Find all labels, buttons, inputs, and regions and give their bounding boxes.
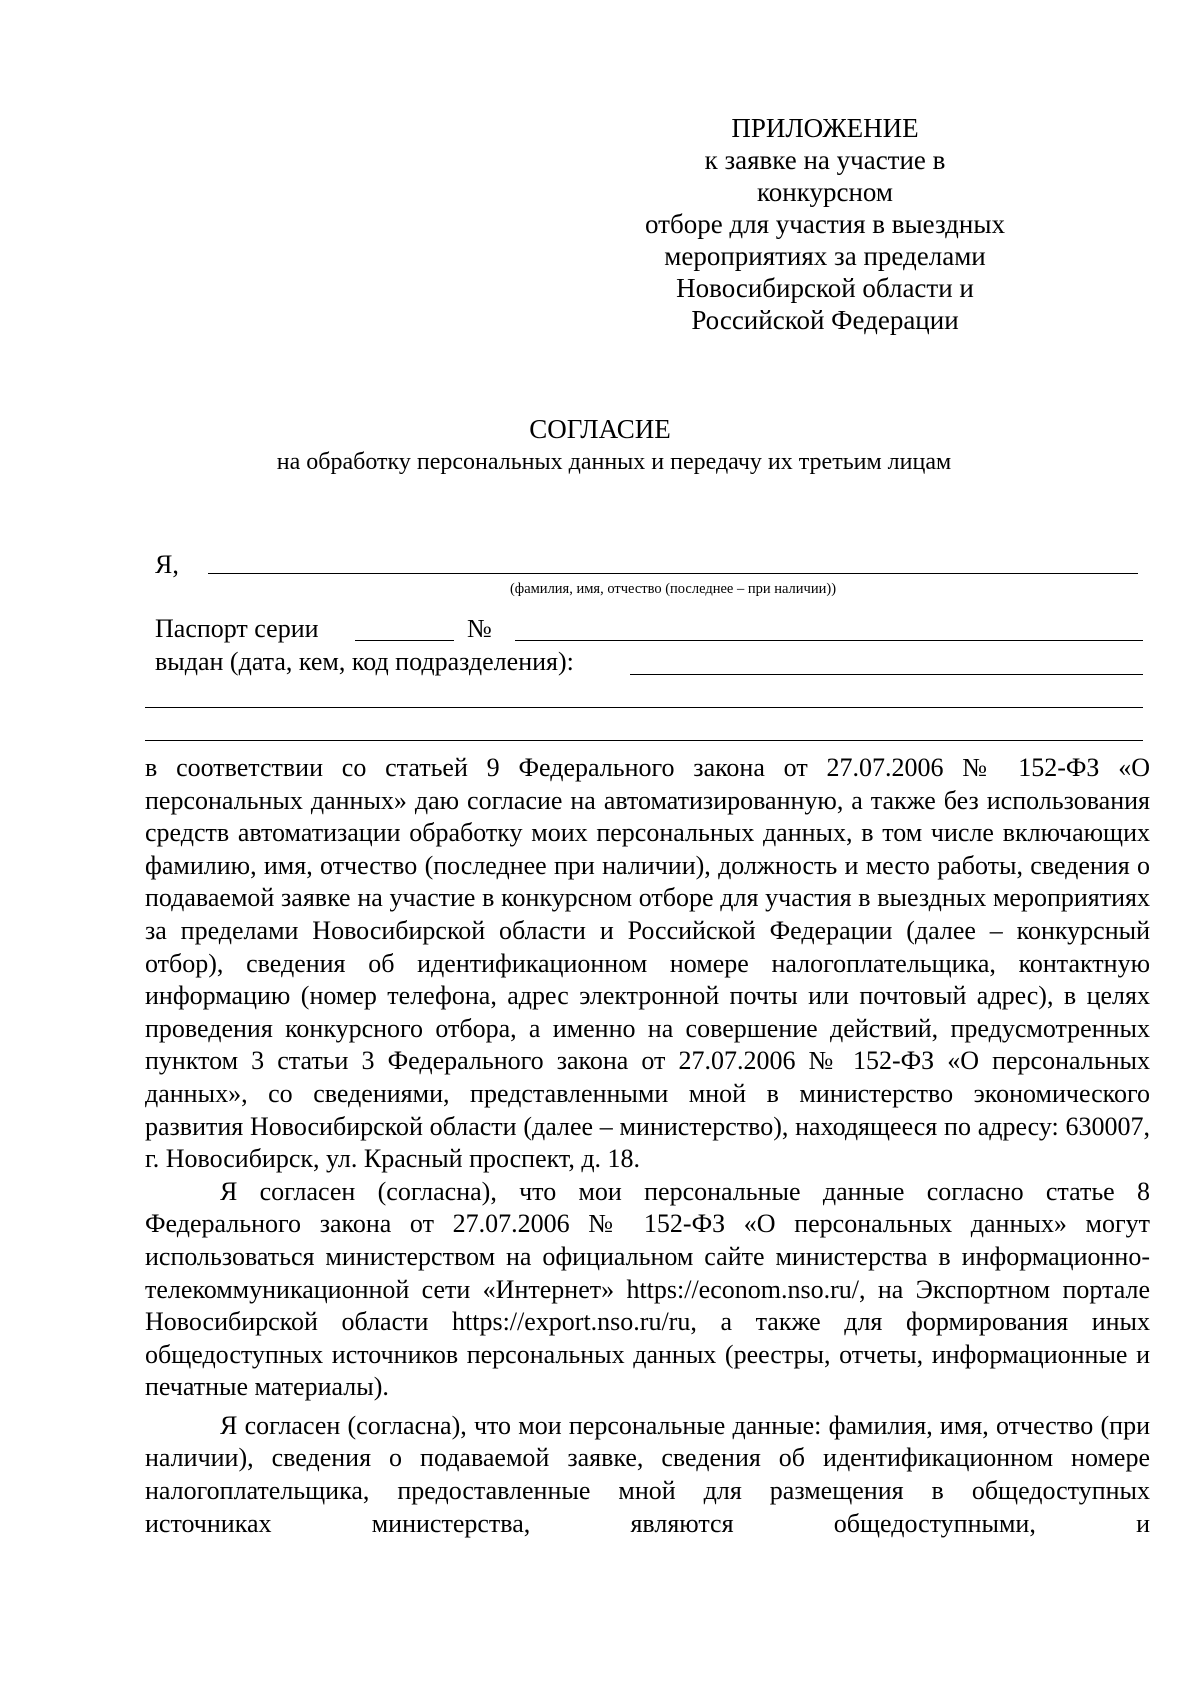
appendix-line: Новосибирской области и xyxy=(676,273,974,303)
issued-by-field[interactable] xyxy=(630,674,1143,675)
consent-paragraph-1: в соответствии со статьей 9 Федерального закона от 27.07.2006 № 152-ФЗ «О персональных данных» даю согласие на автоматизированную, а также без использования средств автоматизации обработку моих персональных данных, в том числе включающих фамилию, имя, отчество (последнее при наличии), должность и место работы, сведения о подаваемой заявке на участие в конкурсном отборе для участия в выездных мероприятиях за пределами Новосибирской области и Российской Федерации (далее – конкурсный отбор), сведения об идентификационном номере налогоплательщика, контактную информацию (номер телефона, адрес электронной почты или почтовый адрес), в целях проведения конкурсного отбора, а именно на совершение действий, предусмотренных пунктом 3 статьи 3 Федерального закона от 27.07.2006 № 152-ФЗ «О персональных данных», со сведениями, представленными мной в министерство экономического развития Новосибирской области (далее – министерство), находящееся по адресу: 630007, г. Новосибирск, ул. Красный проспект, д. 18. xyxy=(145,753,1150,1174)
appendix-line: мероприятиях за пределами xyxy=(664,241,986,271)
appendix-line: к заявке на участие в конкурсном xyxy=(704,145,946,207)
document-title: СОГЛАСИЕ xyxy=(529,414,671,444)
consent-paragraph-3: Я согласен (согласна), что мои персональные данные: фамилия, имя, отчество (при наличии), сведения о подаваемой заявке, сведения об идентификационном номере налогоплательщика, предоставленные мной для размещения в общедоступных источниках министерства, являются общедоступными, и xyxy=(145,1410,1150,1538)
passport-number-label: № xyxy=(467,614,492,643)
i-label: Я, xyxy=(155,550,179,579)
consent-paragraph-2: Я согласен (согласна), что мои персональные данные согласно статье 8 Федерального закона от 27.07.2006 № 152-ФЗ «О персональных данных» могут использоваться министерством на официальном сайте министерства в информационно-телекоммуникационной сети «Интернет» https://econom.nso.ru/, на Экспортном портале Новосибирской области https://export.nso.ru/ru, а также для формирования иных общедоступных источников персональных данных (реестры, отчеты, информационные и печатные материалы). xyxy=(145,1176,1150,1402)
issued-by-field-line-2[interactable] xyxy=(145,707,1143,708)
passport-series-field[interactable] xyxy=(355,640,454,641)
passport-series-label: Паспорт серии xyxy=(155,614,319,643)
issued-by-label: выдан (дата, кем, код подразделения): xyxy=(155,647,574,676)
issued-by-field-line-3[interactable] xyxy=(145,740,1143,741)
document-subtitle: на обработку персональных данных и передачу их третьим лицам xyxy=(276,449,952,475)
appendix-line: Российской Федерации xyxy=(691,305,959,335)
appendix-title: ПРИЛОЖЕНИЕ xyxy=(731,113,919,143)
consent-body xyxy=(145,752,1150,1540)
appendix-block xyxy=(640,112,1010,336)
passport-number-field[interactable] xyxy=(515,640,1143,641)
full-name-hint: (фамилия, имя, отчество (последнее – при наличии)) xyxy=(509,581,837,597)
full-name-field[interactable] xyxy=(208,573,1138,574)
appendix-line: отборе для участия в выездных xyxy=(645,209,1005,239)
